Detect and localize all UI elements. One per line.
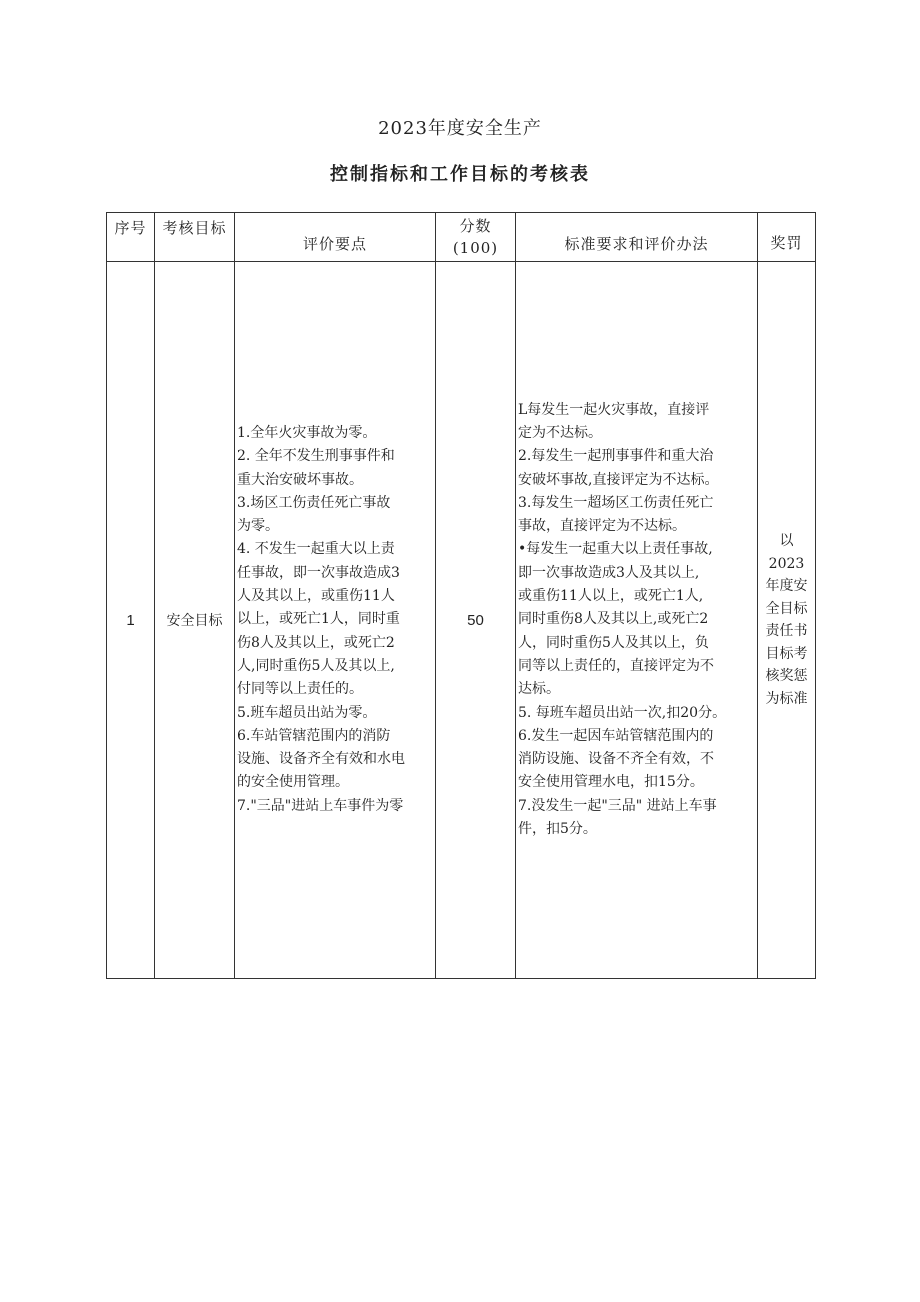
points-line: 5.班车超员出站为零。 [237, 704, 377, 721]
method-line: 同等以上责任的，直接评定为不 [518, 657, 714, 674]
points-line: 以上，或死亡1人，同时重 [237, 611, 400, 628]
method-line: 即一次事故造成3人及其以上, [518, 564, 700, 581]
cell-method [516, 262, 758, 979]
reward-line: 核奖惩 [765, 668, 808, 684]
cell-reward [758, 262, 816, 979]
points-line: 人及其以上，或重伤11人 [237, 588, 395, 605]
points-line: 伤8人及其以上，或死亡2 [237, 634, 395, 651]
header-goal: 考核目标 [155, 213, 235, 262]
header-points: 评价要点 [235, 213, 436, 262]
method-line: 3.每发生一超场区工伤责任死亡 [518, 494, 714, 511]
header-method: 标准要求和评价办法 [516, 213, 758, 262]
points-line: 7."三品"进站上车事件为零 [237, 797, 404, 814]
method-line: 安破坏事故,直接评定为不达标。 [518, 471, 719, 488]
cell-score: 50 [436, 262, 516, 979]
points-line: 1.全年火灾事故为零。 [237, 424, 377, 441]
header-score [436, 213, 516, 262]
reward-line: 2023 [768, 555, 805, 572]
method-line: 或重伤11人以上，或死亡1人, [518, 588, 704, 605]
points-line: 2. 全年不发生刑事事件和 [237, 448, 395, 465]
table-header-row [107, 213, 816, 262]
method-line: 7.没发生一起"三品" 进站上车事 [518, 797, 717, 814]
points-line: 的安全使用管理。 [237, 774, 349, 791]
cell-seq: 1 [107, 262, 155, 979]
cell-goal: 安全目标 [155, 262, 235, 979]
reward-line: 为标准 [765, 690, 808, 707]
method-line: 事故，直接评定为不达标。 [518, 518, 686, 535]
method-line: 消防设施、设备不齐全有效，不 [518, 751, 714, 768]
reward-line: 年度安 [765, 578, 808, 594]
method-line: 6.发生一起因车站管辖范围内的 [518, 727, 714, 744]
points-line: 设施、设备齐全有效和水电 [237, 751, 405, 768]
method-line: 定为不达标。 [518, 424, 602, 441]
method-line: 5. 每班车超员出站一次,扣20分。 [518, 704, 727, 721]
header-score-label: 分数 [459, 217, 492, 235]
points-line: 任事故，即一次事故造成3 [237, 564, 400, 581]
reward-line: 以 [779, 533, 794, 549]
document-title-line-2: 控制指标和工作目标的考核表 [330, 164, 590, 185]
points-line: 人,同时重伤5人及其以上, [237, 657, 395, 674]
document-title-line-1: 2023年度安全生产 [378, 118, 542, 139]
method-line: 同时重伤8人及其以上,或死亡2 [518, 611, 709, 628]
header-seq: 序号 [107, 213, 155, 262]
method-line: L每发生一起火灾事故，直接评 [518, 401, 710, 418]
points-line: 付同等以上责任的。 [237, 681, 363, 698]
reward-line: 全目标 [765, 600, 808, 617]
points-line: 3.场区工伤责任死亡事故 [237, 494, 391, 511]
points-line: 4. 不发生一起重大以上责 [237, 541, 395, 558]
method-line: •每发生一起重大以上责任事故, [518, 541, 713, 558]
method-line: 达标。 [518, 681, 560, 698]
points-line: 为零。 [237, 518, 279, 535]
method-line: 人，同时重伤5人及其以上，负 [518, 634, 709, 651]
header-score-total: (100) [452, 239, 499, 257]
reward-line: 目标考 [765, 645, 808, 662]
points-line: 重大治安破坏事故。 [237, 471, 363, 488]
assessment-table [106, 212, 816, 979]
method-line: 安全使用管理水电，扣15分。 [518, 774, 704, 791]
method-line: 件，扣5分。 [518, 821, 597, 838]
cell-points [235, 262, 436, 979]
method-line: 2.每发生一起刑事事件和重大治 [518, 448, 714, 465]
header-reward: 奖罚 [758, 213, 816, 262]
table-row [107, 262, 816, 979]
reward-line: 责任书 [765, 623, 808, 639]
points-line: 6.车站管辖范围内的消防 [237, 727, 391, 744]
